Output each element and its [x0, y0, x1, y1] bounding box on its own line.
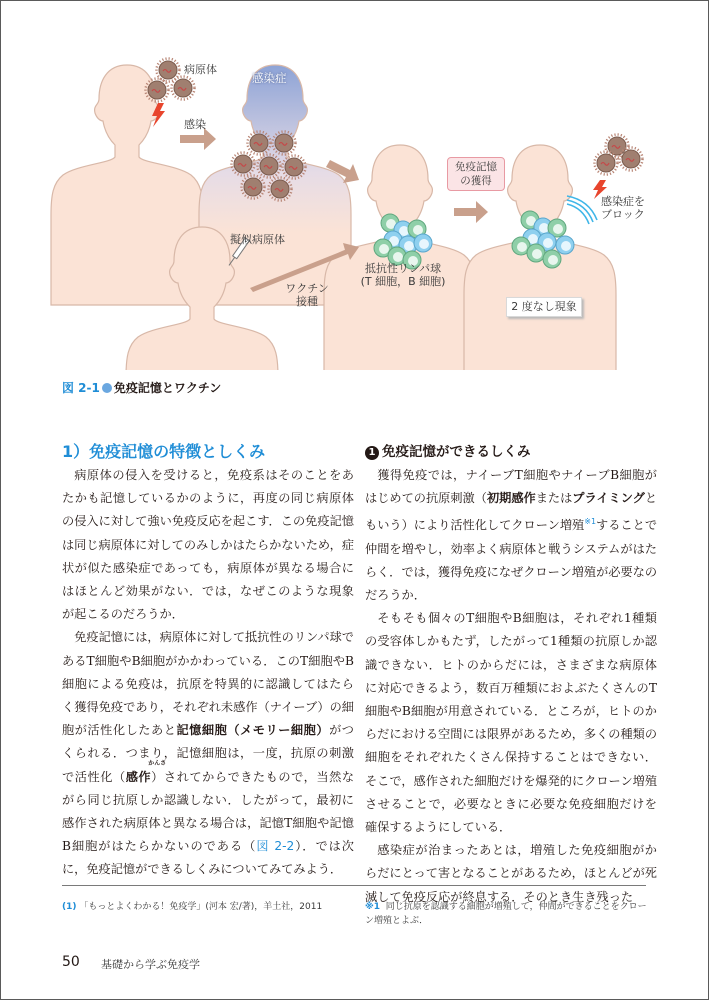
shield-block-icon	[567, 196, 597, 224]
subsection-title	[365, 440, 657, 464]
subsection-title-text: 免疫記憶ができるしくみ	[382, 444, 531, 460]
paragraph: 感染症が治まったあとは，増殖した免疫細胞がからだにとって害となることがあるため，ほとんどが死滅して免疫反応が終息する．そのとき生き残った	[365, 843, 657, 904]
figure-caption	[62, 379, 221, 396]
reference-text: 「もっとよくわかる！免疫学」(河本 宏/著)，羊土社，2011	[79, 902, 323, 912]
figure-immune-memory	[0, 0, 709, 370]
label-vaccination-line2: 接種	[296, 295, 318, 309]
footnote-mark: ※1	[365, 902, 381, 912]
text-run: することで仲間を増やし，効率よく病原体と戦うシステムがはたらく．では，獲得免疫になぜクローン増殖が必要なのだろうか．	[365, 518, 658, 603]
label-memory-line2: の獲得	[460, 175, 492, 187]
label-memory-acquired	[447, 157, 505, 191]
circled-number-icon: 1	[365, 446, 379, 460]
arrow-icon	[454, 201, 488, 223]
label-lymphocyte	[358, 262, 448, 288]
left-column	[62, 440, 354, 882]
term-initial-sensitization: 初期感作	[486, 491, 536, 506]
text-run: がつくられる．つまり，記憶細胞は，一度，抗原の刺激で活性化（	[62, 723, 354, 784]
term-priming: プライミング	[572, 491, 645, 506]
paragraph: 病原体の侵入を受けると，免疫系はそのことをあたかも記憶しているかのように，再度の同じ病原体の侵入に対して強い免疫反応を起こす．この免疫記憶は同じ病原体に対してのみしかはたらかないため，症状が似た感染症であっても，病原体が異なる場合にはほとんど効果がない．では，なぜこのような現象が起こるのだろうか．	[62, 468, 355, 622]
label-infectious-disease: 感染症	[252, 71, 287, 85]
label-memory-line1: 免疫記憶	[455, 161, 497, 173]
label-nidonashi: 2 度なし現象	[506, 297, 582, 317]
label-lymphocyte-line1: 抵抗性リンパ球	[364, 262, 442, 275]
figure-illustration	[0, 0, 709, 370]
running-title: 基礎から学ぶ免疫学	[101, 958, 200, 971]
reference-note	[62, 900, 322, 914]
paragraph: そもそも個々のT細胞やB細胞は，それぞれ1種類の受容体しかもたず，したがって1種類の抗原しか認識できない．ヒトのからだには，さまざまな病原体に対応できるよう，数百万種類におよぶたくさんのT細胞やB細胞が用意されている．ところが，ヒトのからだにおける空間には限界があるため，多くの種類の細胞をそれぞれたくさん保持することはできない．そこで，感作された細胞だけを爆発的にクローン増殖させることで，必要なときに必要な免疫細胞だけを確保するようにしている．	[365, 611, 658, 835]
text-run: または	[535, 491, 573, 506]
label-block-line2: ブロック	[601, 208, 645, 222]
text-run: ）されてからできたもので，当然ながら同じ抗原しか認識しない．したがって，最初に感作された病原体と異なる場合は，記憶T細胞や記憶B細胞がはたらかないのである（	[62, 769, 355, 854]
footnote	[365, 900, 655, 928]
label-block-line1: 感染症を	[601, 195, 645, 208]
label-vaccination-line1: ワクチン	[285, 282, 329, 295]
paragraph	[62, 626, 354, 881]
label-lymphocyte-line2: (T 細胞，B 細胞)	[360, 275, 446, 289]
paragraph	[365, 464, 657, 607]
footnote-text: 同じ抗原を認識する細胞が増殖して，仲間ができることをクローン増殖とよぶ．	[365, 902, 647, 926]
text-run: 獲得免疫では，ナイーブT細胞やナイーブB細胞がはじめての抗原刺激（	[365, 468, 657, 506]
label-infection: 感染	[184, 118, 206, 131]
page-number: 50	[62, 954, 80, 970]
label-block	[601, 195, 645, 221]
label-pathogen: 病原体	[184, 63, 217, 76]
text-run: ）．では次に，免疫記憶ができるしくみについてみてみよう．	[62, 839, 354, 877]
figure-reference-link[interactable]: 図 2-2	[256, 839, 295, 854]
arrow-icon	[180, 128, 216, 150]
figure-title: 免疫記憶とワクチン	[113, 381, 222, 395]
text-run: ともいう）により活性化してクローン増殖	[365, 491, 658, 533]
bullet-icon	[102, 383, 112, 393]
right-column	[365, 440, 657, 909]
ruby-text: かんさ	[148, 759, 167, 767]
figure-number: 図 2-1	[62, 381, 100, 395]
ruby-kansa	[125, 759, 167, 784]
term-memory-cell: 記憶細胞（メモリー細胞）	[176, 723, 330, 738]
label-vaccination	[284, 282, 330, 308]
footnote-marker-link[interactable]: ※1	[584, 517, 597, 527]
ruby-base: 感作	[125, 769, 152, 784]
text-run: 免疫記憶には，病原体に対して抵抗性のリンパ球であるT細胞やB細胞がかかわっている．このT細胞やB細胞による免疫は，抗原を特異的に認識してはたらく獲得免疫であり，それぞれ未感作（ナイーブ）の細胞が活性化したあと	[62, 630, 354, 738]
reference-number: (1)	[62, 902, 77, 912]
pathogen-icon	[595, 135, 643, 175]
footnote-divider	[62, 885, 646, 886]
section-title: 1）免疫記憶の特徴としくみ	[62, 442, 266, 461]
label-pseudo-pathogen: 擬似病原体	[230, 233, 285, 246]
